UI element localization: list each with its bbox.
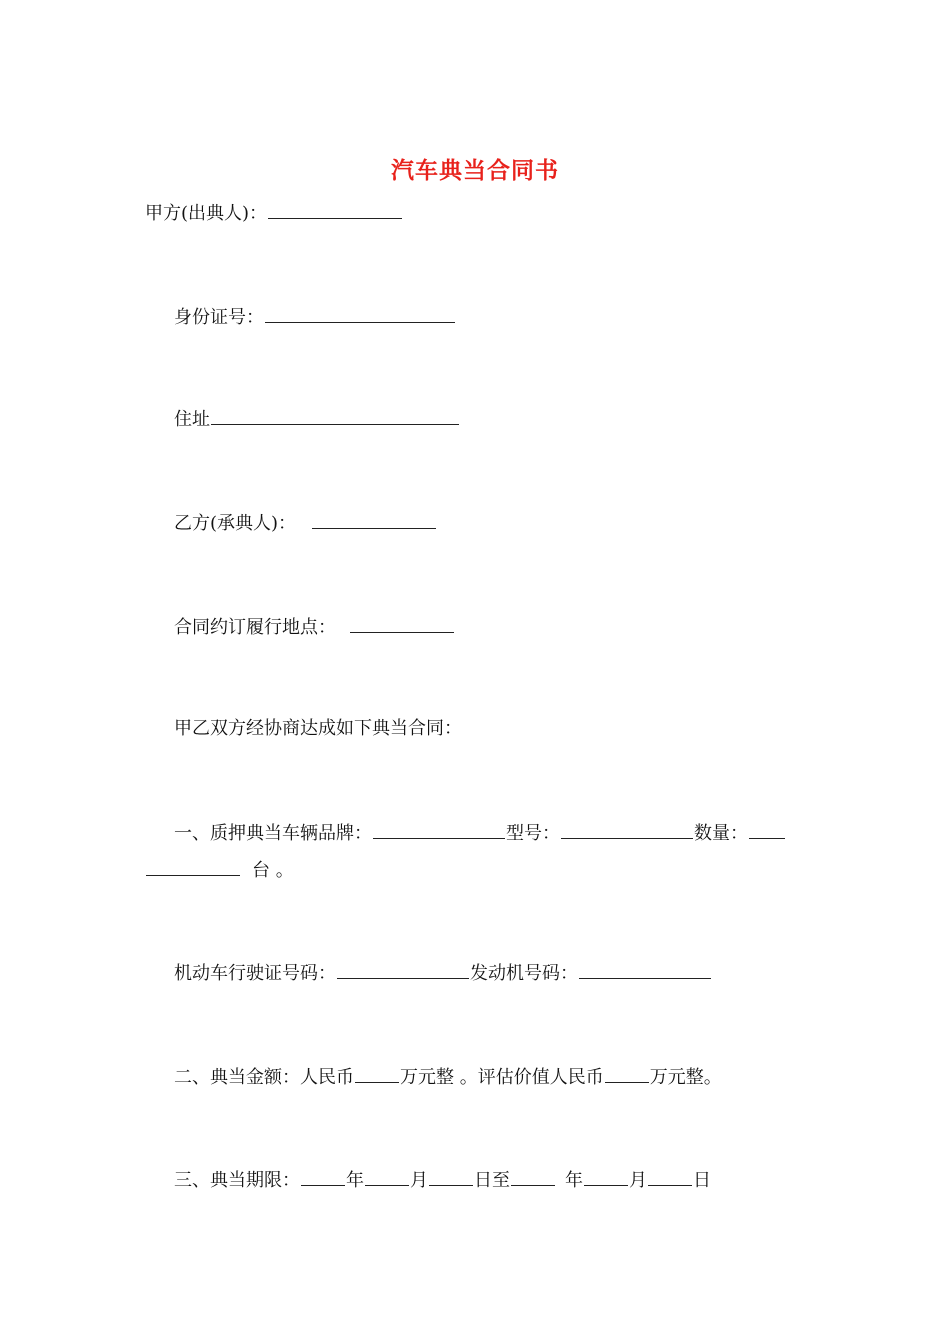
party-b-label: 乙方(承典人)： — [174, 513, 297, 534]
brand-blank[interactable] — [373, 820, 505, 839]
place-blank[interactable] — [350, 614, 454, 633]
place-label: 合同约订履行地点： — [174, 617, 336, 638]
document-title: 汽车典当合同书 — [391, 157, 559, 184]
end-year-label: 年 — [565, 1170, 583, 1191]
id-number-line — [174, 304, 456, 330]
clause1-continuation — [145, 857, 294, 883]
place-line — [174, 614, 455, 640]
license-blank[interactable] — [337, 960, 469, 979]
model-label: 型号： — [506, 823, 560, 844]
clause2-line — [174, 1064, 722, 1090]
clause3-label: 三、典当期限： — [174, 1170, 300, 1191]
clause2-unit2: 万元整。 — [649, 1067, 722, 1088]
end-month-label: 月 — [629, 1170, 647, 1191]
address-label: 住址 — [174, 409, 210, 430]
start-year-label: 年 — [346, 1170, 364, 1191]
party-a-line — [145, 200, 403, 226]
quantity-label: 数量： — [694, 823, 748, 844]
party-b-line — [174, 510, 437, 536]
address-line — [174, 406, 460, 432]
end-year-blank[interactable] — [511, 1167, 555, 1186]
model-blank[interactable] — [561, 820, 693, 839]
quantity-blank-part1[interactable] — [749, 820, 785, 839]
start-month-label: 月 — [410, 1170, 428, 1191]
intro-line: 甲乙双方经协商达成如下典当合同： — [174, 718, 462, 739]
start-day-blank[interactable] — [429, 1167, 473, 1186]
vehicle-line — [174, 960, 712, 986]
quantity-blank-part2[interactable] — [146, 857, 240, 876]
engine-blank[interactable] — [579, 960, 711, 979]
license-label: 机动车行驶证号码： — [174, 963, 336, 984]
start-month-blank[interactable] — [365, 1167, 409, 1186]
valuation-blank[interactable] — [605, 1064, 649, 1083]
clause2-label: 二、典当金额：人民币 — [174, 1067, 354, 1088]
address-blank[interactable] — [211, 406, 459, 425]
id-number-blank[interactable] — [265, 304, 455, 323]
engine-label: 发动机号码： — [470, 963, 578, 984]
clause1-label: 一、质押典当车辆品牌： — [174, 823, 372, 844]
start-day-label: 日至 — [474, 1170, 510, 1191]
party-a-blank[interactable] — [268, 200, 402, 219]
amount-blank[interactable] — [355, 1064, 399, 1083]
quantity-unit: 台 。 — [252, 860, 294, 881]
start-year-blank[interactable] — [301, 1167, 345, 1186]
end-month-blank[interactable] — [584, 1167, 628, 1186]
clause1-line — [174, 820, 786, 846]
clause3-line — [174, 1167, 711, 1193]
id-number-label: 身份证号： — [174, 307, 264, 328]
clause2-unit1: 万元整 。评估价值人民币 — [400, 1067, 604, 1088]
end-day-blank[interactable] — [648, 1167, 692, 1186]
party-a-label: 甲方(出典人)： — [145, 203, 268, 224]
party-b-blank[interactable] — [312, 510, 436, 529]
end-day-label: 日 — [693, 1170, 711, 1191]
